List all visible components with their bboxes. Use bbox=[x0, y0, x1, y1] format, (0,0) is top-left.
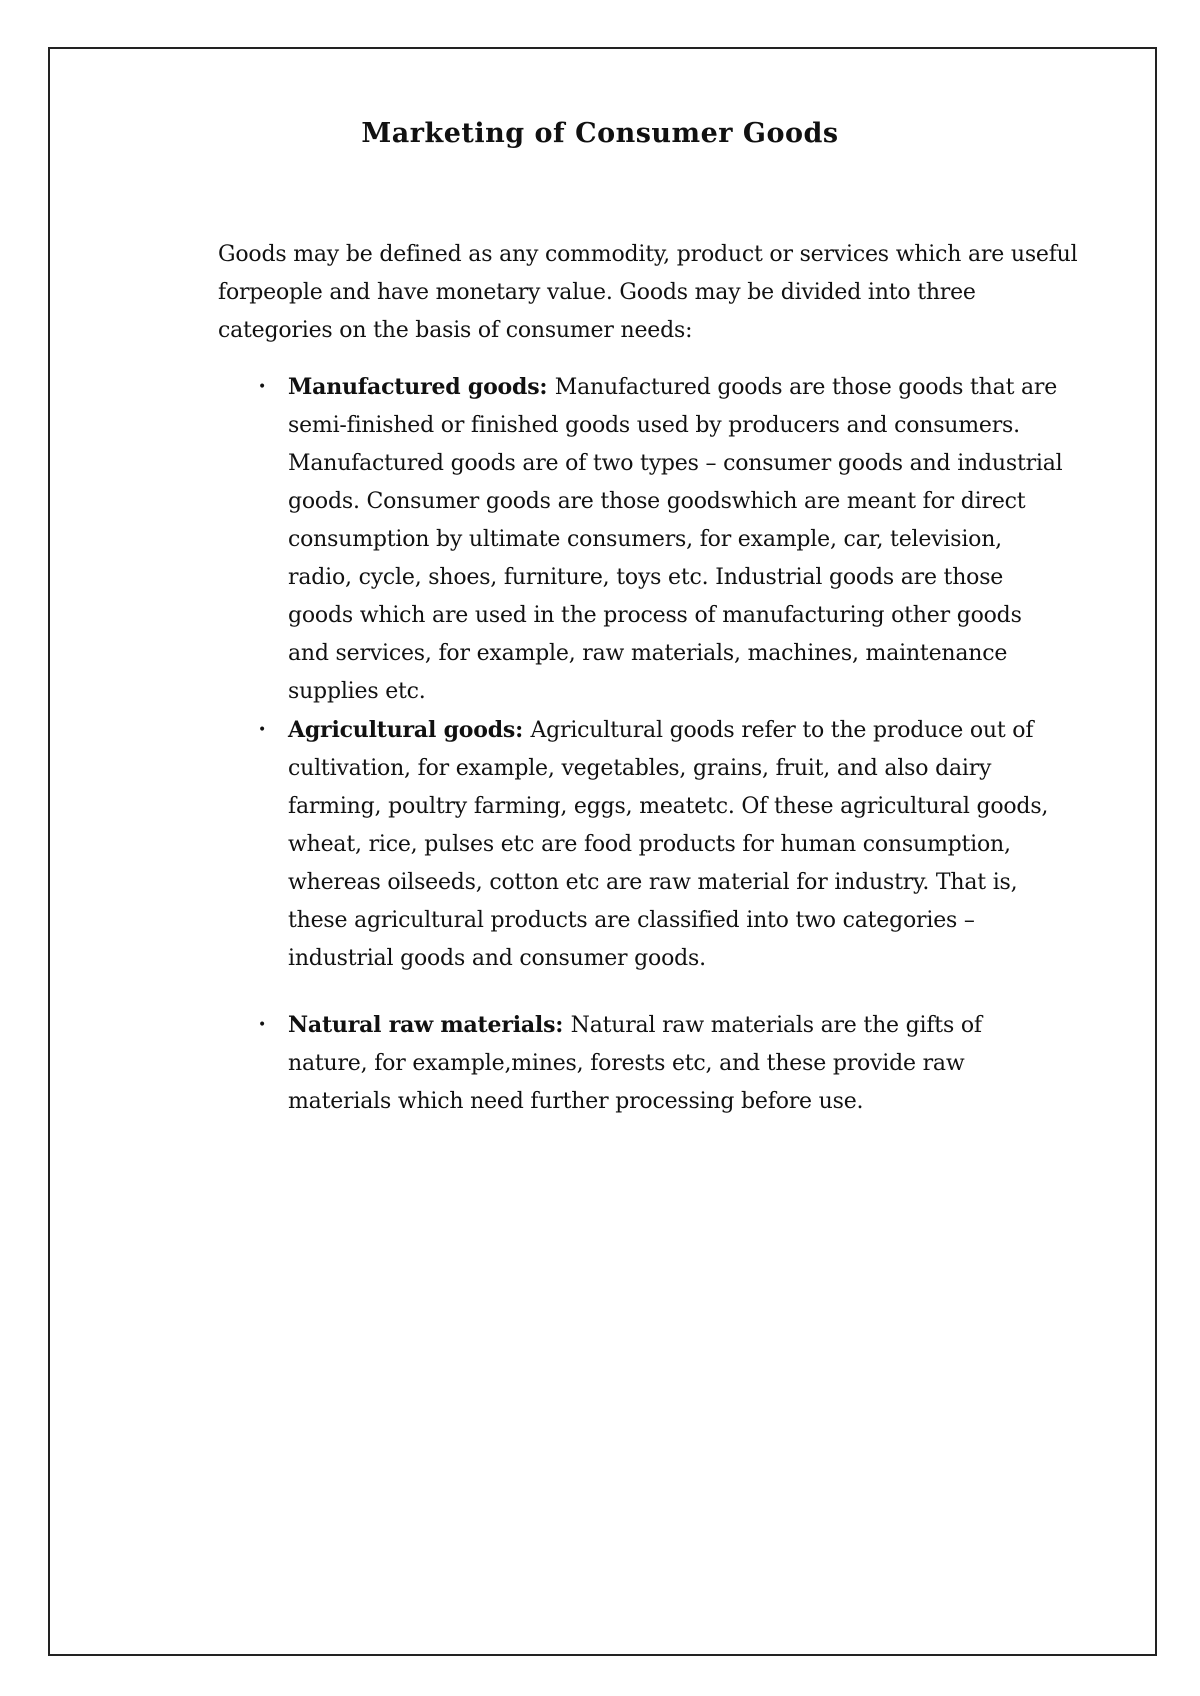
item-text: Manufactured goods are those goods that are semi-finished or finished goods used by producers and consumers. Manufactured goods are of two types – consumer goods and industrial goods. Consumer goods are those goodswhich are meant for direct consumption by ultimate consumers, for example, car, television, radio, cycle, shoes, furniture, toys etc. Industrial goods are those goods which are used in the process of manufacturing other goods and services, for example, raw materials, machines, maintenance supplies etc. bbox=[288, 375, 1063, 704]
document-title: Marketing of Consumer Goods bbox=[361, 118, 839, 149]
list-item-agricultural-goods bbox=[218, 711, 1068, 978]
goods-category-list bbox=[218, 368, 1078, 1121]
bullet-icon: • bbox=[258, 379, 267, 395]
item-term: Manufactured goods: bbox=[288, 374, 555, 400]
item-term: Agricultural goods: bbox=[288, 717, 531, 743]
document-body bbox=[218, 236, 1078, 1121]
list-item-manufactured-goods bbox=[218, 368, 1068, 711]
bullet-icon: • bbox=[258, 1017, 267, 1033]
item-text: Agricultural goods refer to the produce out of cultivation, for example, vegetables, grains, fruit, and also dairy farming, poultry farming, eggs, meatetc. Of these agricultural goods, wheat, rice, pulses etc are food products for human consumption, whereas oilseeds, cotton etc are raw material for industry. That is, these agricultural products are classified into two categories – industrial goods and consumer goods. bbox=[288, 718, 1049, 971]
bullet-icon: • bbox=[258, 722, 267, 738]
item-text: Natural raw materials are the gifts of nature, for example,mines, forests etc, and these provide raw materials which need further processing before use. bbox=[288, 1013, 982, 1114]
item-term: Natural raw materials: bbox=[288, 1012, 571, 1038]
list-item-natural-raw-materials bbox=[218, 1006, 1068, 1121]
intro-paragraph: Goods may be defined as any commodity, product or services which are useful forpeople and have monetary value. Goods may be divided into three categories on the basis of consumer needs: bbox=[218, 242, 1078, 343]
